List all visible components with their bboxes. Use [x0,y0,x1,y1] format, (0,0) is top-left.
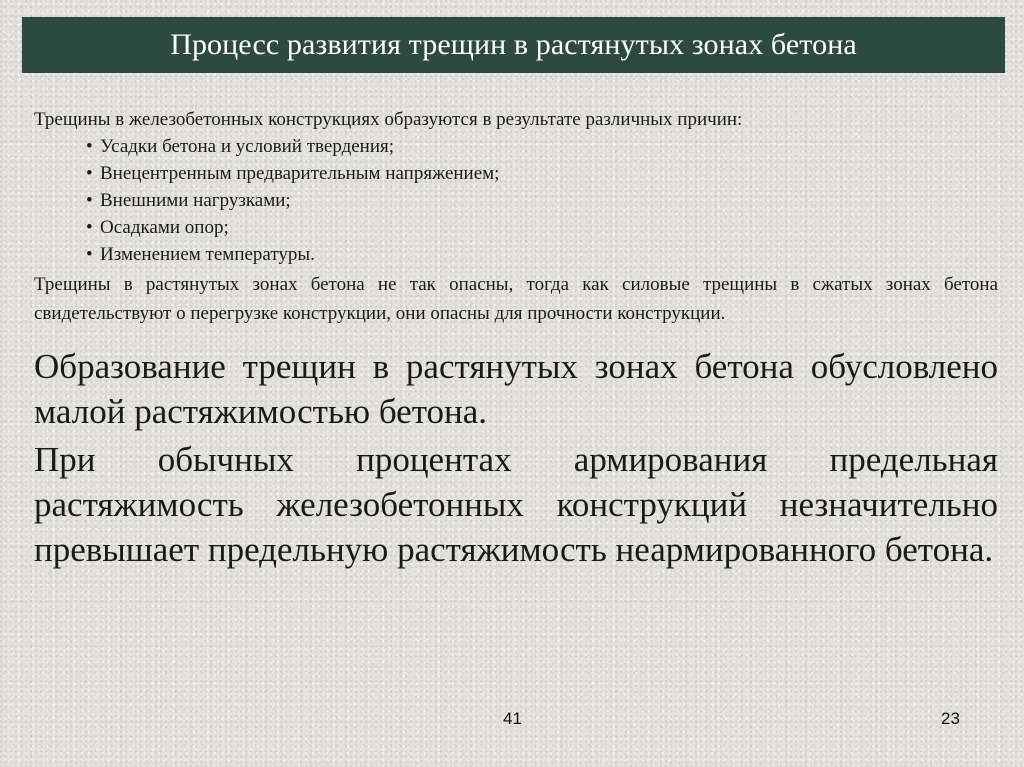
page-number-right: 23 [941,709,960,728]
list-item: • Осадками опор; [86,214,998,241]
intro-text: Трещины в железобетонных конструкциях образуются в результате различных причин: [34,109,743,130]
list-item: • Усадки бетона и условий твердения; [86,133,998,160]
extensibility-paragraph: При обычных процентах армирования предельная растяжимость железобетонных конструкций незначительно превышает предельную растяжимость неармированного бетона. [34,440,998,569]
causes-list [34,133,998,268]
danger-paragraph: Трещины в растянутых зонах бетона не так опасны, тогда как силовые трещины в сжатых зонах бетона свидетельствуют о перегрузке конструкции, они опасны для прочности конструкции. [34,274,998,324]
slide-title: Процесс развития трещин в растянутых зонах бетона [170,28,857,61]
list-item: • Внешними нагрузками; [86,187,998,214]
slide-title-bar [22,17,1005,73]
list-item: • Изменением температуры. [86,241,998,268]
formation-paragraph: Образование трещин в растянутых зонах бетона обусловлено малой растяжимостью бетона. [34,347,998,431]
page-number-left: 41 [503,709,522,728]
list-item: • Внецентренным предварительным напряжением; [86,160,998,187]
slide-content [34,106,998,572]
